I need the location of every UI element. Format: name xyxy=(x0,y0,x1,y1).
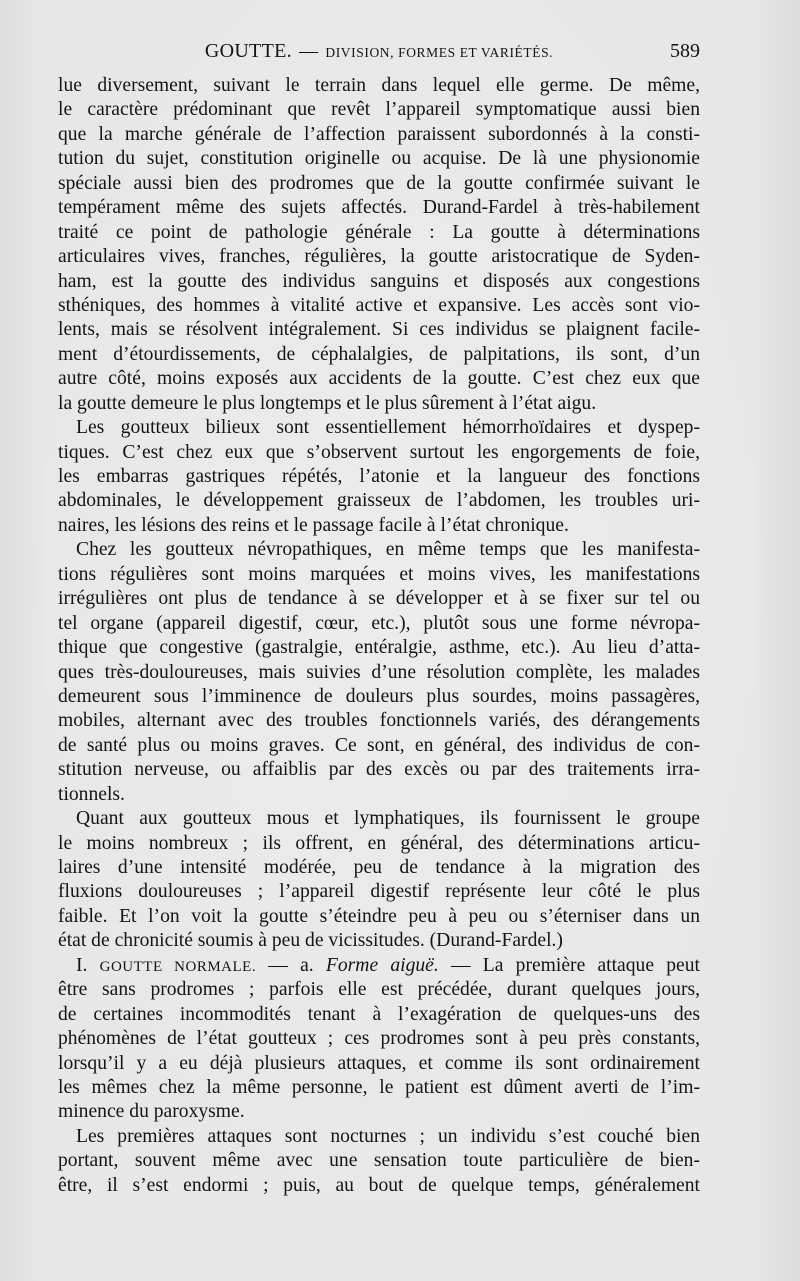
text-line: laires d’une intensité modérée, peu de tendance à la migration des xyxy=(58,857,700,878)
text-line: fluxions douloureuses ; l’appareil digestif représente leur côté le plus xyxy=(58,881,700,903)
text-line: être sans prodromes ; parfois elle est précédée, durant quelques jours, xyxy=(58,979,700,1001)
text-line: autre côté, moins exposés aux accidents de la goutte. C’est chez eux que xyxy=(58,368,700,390)
section-numeral: I. xyxy=(76,954,88,976)
text-line: les mêmes chez la même personne, le patient est dûment averti de l’im- xyxy=(58,1076,700,1098)
subsection-letter: a. xyxy=(300,954,314,976)
text-line: minence du paroxysme. xyxy=(58,1101,245,1123)
text-line: tiques. C’est chez eux que s’observent surtout les engorgements de foie, xyxy=(58,441,700,463)
text-line: le moins nombreux ; ils offrent, en général, des déterminations articu- xyxy=(58,832,700,854)
text-line: de certaines incommodités tenant à l’exagération de quelques-uns des xyxy=(58,1003,700,1025)
text-line: traité ce point de pathologie générale : La goutte à déterminations xyxy=(58,221,700,243)
text-line: le caractère prédominant que revêt l’appareil symptomatique aussi bien xyxy=(58,99,700,121)
text-line: mobiles, alternant avec des troubles fonctionnels variés, des dérangements xyxy=(58,710,700,732)
text-line: naires, les lésions des reins et le passage facile à l’état chronique. xyxy=(58,514,569,536)
body-text xyxy=(58,74,700,1198)
text-line: la goutte demeure le plus longtemps et le plus sûrement à l’état aigu. xyxy=(58,392,597,414)
text-line: portant, souvent même avec une sensation toute particulière de bien- xyxy=(58,1150,700,1172)
text-line: les embarras gastriques répétés, l’atonie et la langueur des fonctions xyxy=(58,466,700,487)
text-line: ques très-douloureuses, mais suivies d’une résolution complète, les malades xyxy=(58,661,700,683)
page-number: 589 xyxy=(670,40,700,62)
text-line: spéciale aussi bien des prodromes que de la goutte confirmée suivant le xyxy=(58,172,700,194)
text-line: faible. Et l’on voit la goutte s’éteindre peu à peu ou s’éterniser dans un xyxy=(58,905,700,927)
text-line: lue diversement, suivant le terrain dans lequel elle germe. De même, xyxy=(58,75,700,96)
running-head-dash: — xyxy=(298,41,319,62)
text-line: phénomènes de l’état goutteux ; ces prodromes sont à peu près constants, xyxy=(58,1028,700,1050)
text-line: thique que congestive (gastralgie, entéralgie, asthme, etc.). Au lieu d’atta- xyxy=(58,637,700,659)
text-line: Quant aux goutteux mous et lymphatiques, ils fournissent le groupe xyxy=(76,808,700,830)
text-line: sthéniques, des hommes à vitalité active et expansive. Les accès sont vio- xyxy=(58,294,700,316)
subsection-title: Forme aiguë. xyxy=(325,954,439,976)
section-heading-line xyxy=(58,954,700,978)
text-line: tions régulières sont moins marquées et moins vives, les manifestations xyxy=(58,563,700,585)
text-line: lorsqu’il y a eu déjà plusieurs attaques, et comme ils sont ordinairement xyxy=(58,1052,700,1074)
running-head xyxy=(58,40,700,63)
text-line: stitution nerveuse, ou affaiblis par des excès ou par des traitements irra- xyxy=(58,759,700,781)
text-line: de santé plus ou moins graves. Ce sont, en général, des individus de con- xyxy=(58,734,700,756)
page-header xyxy=(58,40,700,70)
text-line: être, il s’est endormi ; puis, au bout de quelque temps, généralement xyxy=(58,1174,700,1196)
text-line: tempérament même des sujets affectés. Durand-Fardel à très-habilement xyxy=(58,197,700,219)
text-line: articulaires vives, franches, régulières, la goutte aristocratique de Syden- xyxy=(58,246,700,268)
section-title: GOUTTE NORMALE. xyxy=(99,958,257,975)
text-line: Chez les goutteux névropathiques, en même temps que les manifesta- xyxy=(76,539,700,561)
text-line: demeurent sous l’imminence de douleurs plus sourdes, moins passagères, xyxy=(58,685,700,707)
text-line: tution du sujet, constitution originelle ou acquise. De là une physionomie xyxy=(58,148,700,170)
text-line: irrégulières ont plus de tendance à se développer et à se fixer sur tel ou xyxy=(58,588,700,610)
heading-line-text: La première attaque peut xyxy=(482,954,700,976)
text-line: lents, mais se résolvent intégralement. Si ces individus se plaignent facile- xyxy=(58,319,700,341)
text-line: ham, est la goutte des individus sanguins et disposés aux congestions xyxy=(58,270,700,292)
text-line: Les goutteux bilieux sont essentiellement hémorrhoïdaires et dyspep- xyxy=(76,417,700,439)
text-line: tel organe (appareil digestif, cœur, etc.), plutôt sous une forme névropa- xyxy=(58,612,700,634)
text-line: que la marche générale de l’affection paraissent subordonnés à la consti- xyxy=(58,123,700,145)
text-line: Les premières attaques sont nocturnes ; un individu s’est couché bien xyxy=(76,1125,700,1147)
running-head-main: GOUTTE. xyxy=(204,40,292,62)
text-line: état de chronicité soumis à peu de vicissitudes. (Durand-Fardel.) xyxy=(58,930,563,952)
heading-dash: — xyxy=(450,954,471,976)
text-line: tionnels. xyxy=(58,783,125,805)
heading-dash: — xyxy=(268,954,288,976)
text-line: abdominales, le développement graisseux de l’abdomen, les troubles uri- xyxy=(58,490,700,512)
running-head-subtitle: DIVISION, FORMES ET VARIÉTÉS. xyxy=(325,45,554,60)
text-line: ment d’étourdissements, de céphalalgies, de palpitations, ils sont, d’un xyxy=(58,343,700,365)
